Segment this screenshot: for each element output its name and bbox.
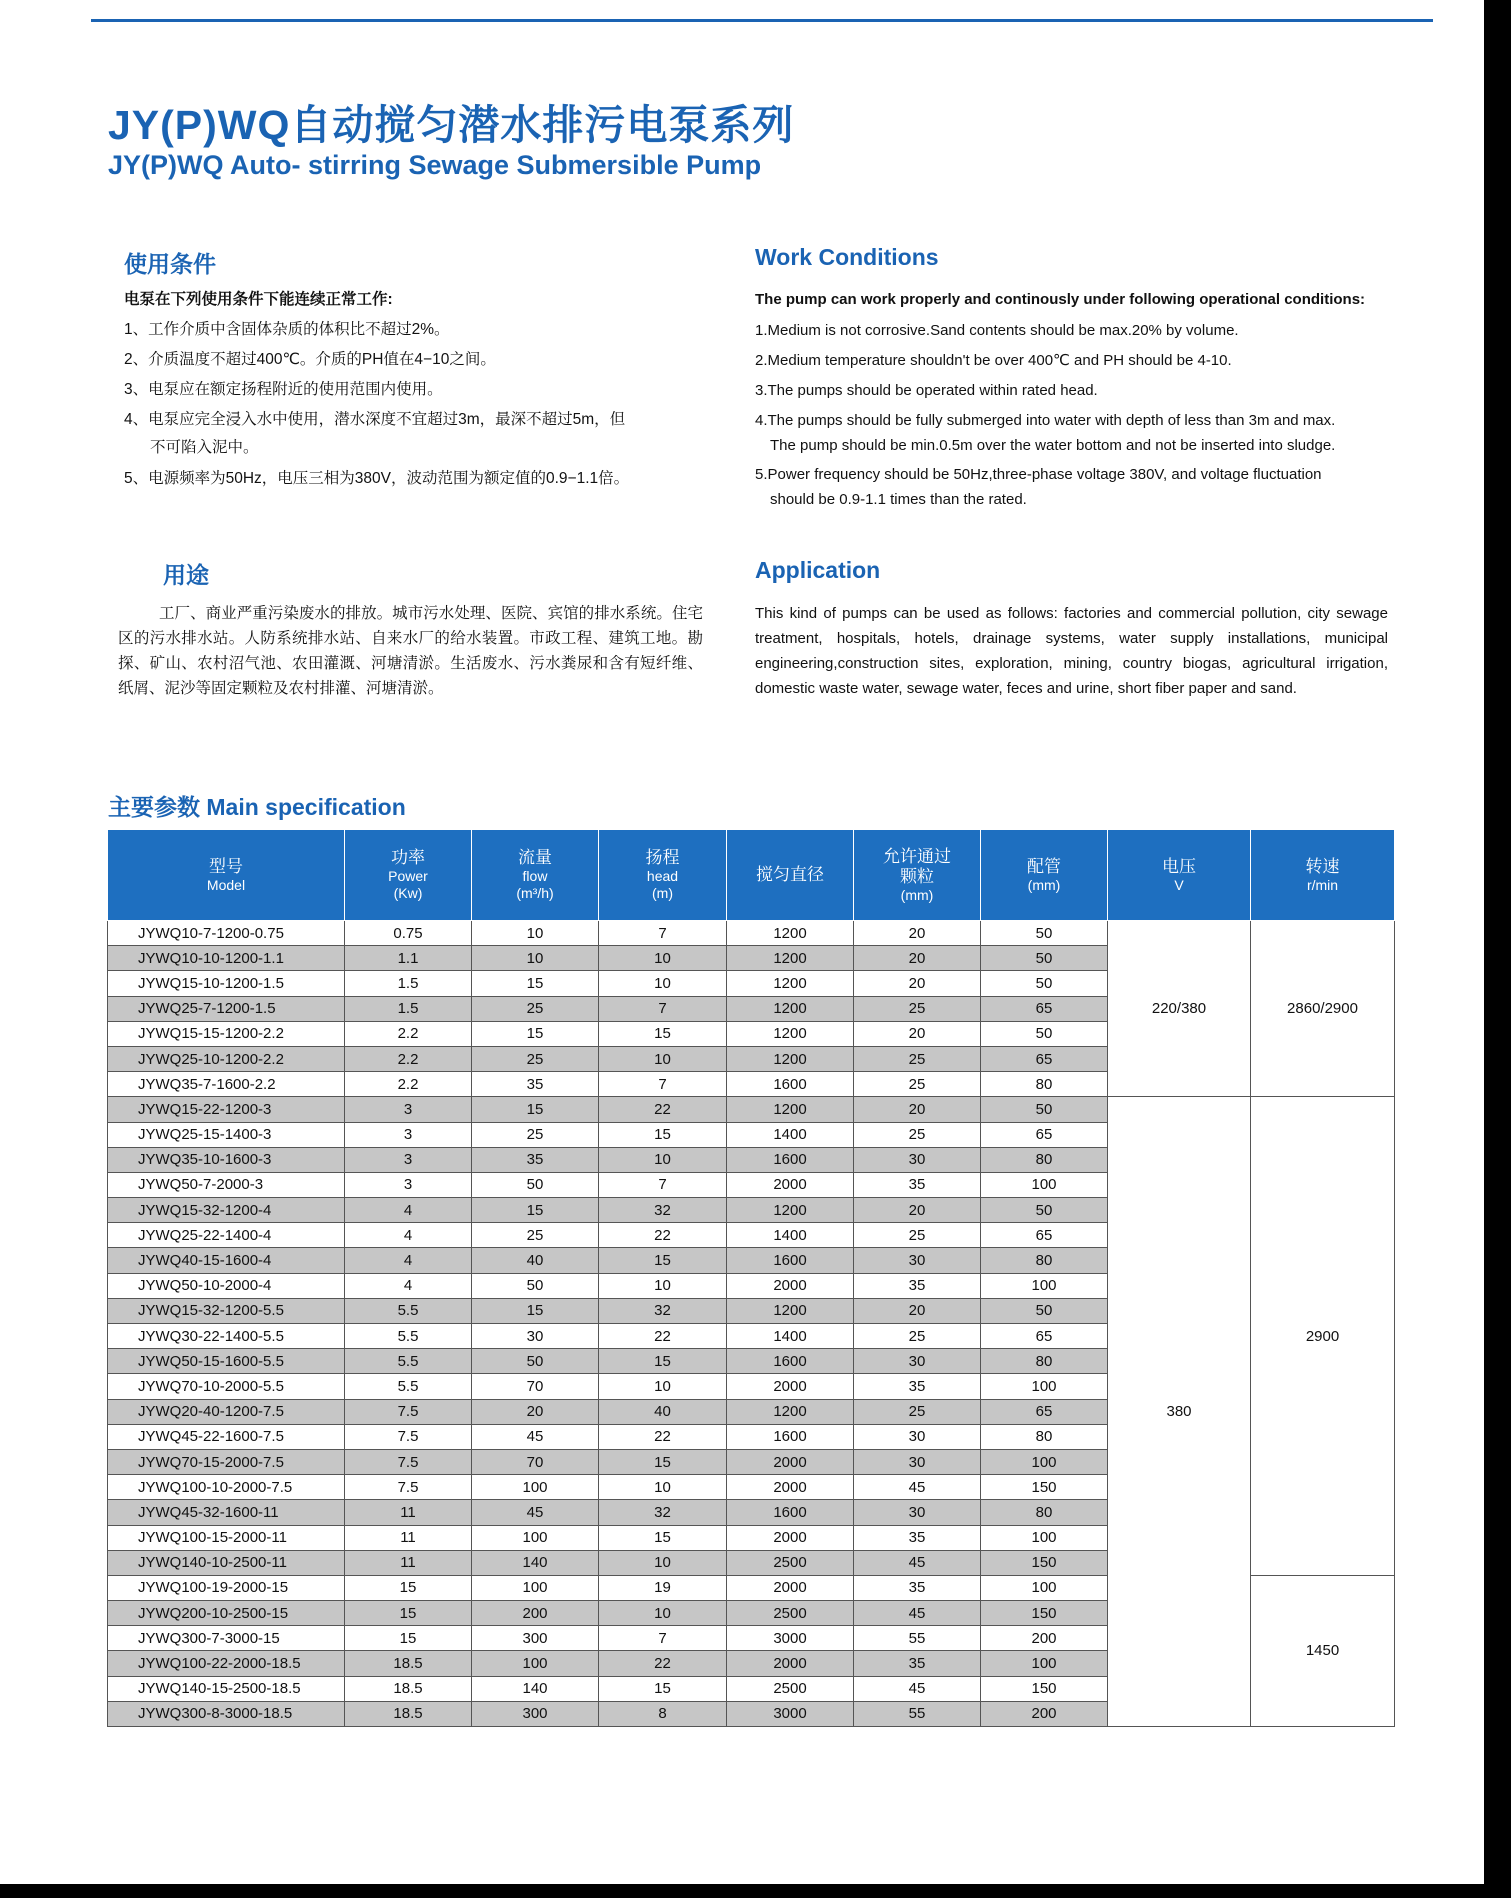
conditions-cn-item: 4、电泵应完全浸入水中使用，潜水深度不宜超过3m，最深不超过5m，但: [124, 411, 626, 428]
cell-model: JYWQ300-8-3000-18.5: [108, 1701, 345, 1726]
cell-flow: 70: [472, 1374, 599, 1399]
spec-table: [107, 829, 1395, 1727]
col-header-flow-cn: 流量: [518, 848, 552, 867]
cell-pipe: 65: [981, 1223, 1108, 1248]
cell-flow: 50: [472, 1273, 599, 1298]
cell-power: 15: [345, 1626, 472, 1651]
cell-power: 7.5: [345, 1424, 472, 1449]
cell-power: 5.5: [345, 1324, 472, 1349]
col-header-power: [345, 830, 472, 921]
cell-particle: 35: [854, 1374, 981, 1399]
cell-power: 3: [345, 1172, 472, 1197]
cell-pipe: 65: [981, 1399, 1108, 1424]
col-header-voltage-en: V: [1174, 876, 1184, 893]
cell-stir-diameter: 2000: [727, 1449, 854, 1474]
col-header-particle-cn2: 颗粒: [900, 866, 934, 886]
cell-stir-diameter: 1400: [727, 1122, 854, 1147]
col-header-particle-unit: (mm): [900, 886, 934, 903]
conditions-cn-lead: 电泵在下列使用条件下能连续正常工作:: [124, 291, 393, 308]
cell-flow: 20: [472, 1399, 599, 1424]
cell-model: JYWQ20-40-1200-7.5: [108, 1399, 345, 1424]
cell-power: 5.5: [345, 1374, 472, 1399]
cell-power: 1.5: [345, 996, 472, 1021]
cell-voltage-group: 220/380: [1108, 921, 1251, 1097]
cell-model: JYWQ10-7-1200-0.75: [108, 921, 345, 946]
cell-power: 4: [345, 1198, 472, 1223]
cell-particle: 25: [854, 1072, 981, 1097]
cell-flow: 140: [472, 1550, 599, 1575]
conditions-cn-item: 5、电源频率为50Hz，电压三相为380V，波动范围为额定值的0.9−1.1倍。: [124, 470, 630, 487]
cell-stir-diameter: 2000: [727, 1575, 854, 1600]
cell-voltage-group: 380: [1108, 1097, 1251, 1727]
cell-pipe: 50: [981, 971, 1108, 996]
cell-stir-diameter: 1200: [727, 1046, 854, 1071]
cell-pipe: 200: [981, 1626, 1108, 1651]
cell-power: 4: [345, 1248, 472, 1273]
col-header-model-cn: 型号: [209, 856, 243, 876]
cell-head: 8: [599, 1701, 727, 1726]
col-header-voltage: [1108, 830, 1251, 921]
cell-stir-diameter: 1600: [727, 1424, 854, 1449]
cell-stir-diameter: 3000: [727, 1701, 854, 1726]
cell-head: 15: [599, 1676, 727, 1701]
cell-model: JYWQ15-22-1200-3: [108, 1097, 345, 1122]
cell-stir-diameter: 2000: [727, 1273, 854, 1298]
cell-particle: 30: [854, 1449, 981, 1474]
cell-particle: 20: [854, 1298, 981, 1323]
cell-pipe: 150: [981, 1601, 1108, 1626]
col-header-pipe-unit: (mm): [1027, 876, 1061, 893]
cell-head: 7: [599, 921, 727, 946]
cell-pipe: 80: [981, 1248, 1108, 1273]
cell-model: JYWQ35-10-1600-3: [108, 1147, 345, 1172]
cell-power: 11: [345, 1550, 472, 1575]
conditions-en-item: 1.Medium is not corrosive.Sand contents should be max.20% by volume.: [755, 322, 1239, 339]
cell-power: 15: [345, 1575, 472, 1600]
cell-power: 11: [345, 1525, 472, 1550]
cell-head: 7: [599, 1626, 727, 1651]
col-header-model: [108, 830, 345, 921]
cell-pipe: 80: [981, 1424, 1108, 1449]
cell-model: JYWQ25-15-1400-3: [108, 1122, 345, 1147]
title-cn: JY(P)WQ自动搅匀潜水排污电泵系列: [108, 102, 795, 148]
cell-pipe: 50: [981, 1198, 1108, 1223]
cell-flow: 10: [472, 921, 599, 946]
col-header-head-en: head: [646, 868, 679, 884]
title-en: JY(P)WQ Auto- stirring Sewage Submersible Pump: [108, 150, 762, 180]
cell-pipe: 50: [981, 1298, 1108, 1323]
cell-model: JYWQ140-15-2500-18.5: [108, 1676, 345, 1701]
col-header-particle: [854, 830, 981, 921]
cell-head: 22: [599, 1651, 727, 1676]
cell-head: 7: [599, 996, 727, 1021]
cell-head: 10: [599, 1046, 727, 1071]
cell-flow: 100: [472, 1651, 599, 1676]
cell-particle: 20: [854, 1021, 981, 1046]
cell-model: JYWQ25-7-1200-1.5: [108, 996, 345, 1021]
cell-pipe: 80: [981, 1147, 1108, 1172]
cell-flow: 45: [472, 1500, 599, 1525]
cell-model: JYWQ70-10-2000-5.5: [108, 1374, 345, 1399]
cell-pipe: 150: [981, 1475, 1108, 1500]
cell-head: 10: [599, 1475, 727, 1500]
cell-stir-diameter: 1600: [727, 1072, 854, 1097]
col-header-stir-diameter: [727, 830, 854, 921]
col-header-head-cn: 扬程: [645, 848, 680, 867]
cell-pipe: 100: [981, 1449, 1108, 1474]
cell-head: 10: [599, 946, 727, 971]
cell-power: 4: [345, 1223, 472, 1248]
cell-model: JYWQ70-15-2000-7.5: [108, 1449, 345, 1474]
cell-power: 18.5: [345, 1676, 472, 1701]
cell-power: 18.5: [345, 1701, 472, 1726]
cell-power: 0.75: [345, 921, 472, 946]
cell-speed-group: 2860/2900: [1251, 921, 1395, 1097]
cell-particle: 25: [854, 1046, 981, 1071]
cell-flow: 25: [472, 996, 599, 1021]
col-header-flow: [472, 830, 599, 921]
cell-model: JYWQ35-7-1600-2.2: [108, 1072, 345, 1097]
cell-flow: 100: [472, 1525, 599, 1550]
cell-power: 4: [345, 1273, 472, 1298]
cell-model: JYWQ45-22-1600-7.5: [108, 1424, 345, 1449]
cell-flow: 25: [472, 1122, 599, 1147]
col-header-model-en: Model: [206, 876, 246, 893]
cell-head: 19: [599, 1575, 727, 1600]
cell-flow: 15: [472, 1198, 599, 1223]
application-cn-title: 用途: [163, 562, 209, 588]
cell-particle: 35: [854, 1575, 981, 1600]
top-rule: [91, 19, 1433, 22]
cell-pipe: 80: [981, 1072, 1108, 1097]
conditions-en-item: should be 0.9-1.1 times than the rated.: [770, 491, 1027, 508]
cell-model: JYWQ40-15-1600-4: [108, 1248, 345, 1273]
cell-stir-diameter: 2000: [727, 1525, 854, 1550]
spec-title: 主要参数 Main specification: [108, 794, 406, 820]
cell-model: JYWQ300-7-3000-15: [108, 1626, 345, 1651]
cell-pipe: 100: [981, 1273, 1108, 1298]
cell-pipe: 100: [981, 1651, 1108, 1676]
cell-stir-diameter: 1200: [727, 1021, 854, 1046]
cell-flow: 25: [472, 1046, 599, 1071]
cell-model: JYWQ100-10-2000-7.5: [108, 1475, 345, 1500]
cell-pipe: 100: [981, 1575, 1108, 1600]
cell-particle: 30: [854, 1500, 981, 1525]
cell-particle: 25: [854, 1324, 981, 1349]
cell-head: 10: [599, 1550, 727, 1575]
col-header-head-unit: (m): [652, 885, 673, 901]
cell-head: 22: [599, 1324, 727, 1349]
cell-flow: 140: [472, 1676, 599, 1701]
col-header-speed: [1251, 830, 1395, 921]
cell-stir-diameter: 2500: [727, 1676, 854, 1701]
cell-head: 15: [599, 1525, 727, 1550]
cell-flow: 35: [472, 1147, 599, 1172]
cell-stir-diameter: 1200: [727, 971, 854, 996]
cell-flow: 300: [472, 1626, 599, 1651]
cell-stir-diameter: 2500: [727, 1601, 854, 1626]
cell-model: JYWQ100-15-2000-11: [108, 1525, 345, 1550]
conditions-cn-item: 不可陷入泥中。: [150, 439, 259, 456]
col-header-pipe-cn: 配管: [1027, 856, 1061, 876]
cell-model: JYWQ30-22-1400-5.5: [108, 1324, 345, 1349]
cell-pipe: 50: [981, 921, 1108, 946]
col-header-power-cn: 功率: [391, 848, 425, 867]
cell-particle: 30: [854, 1248, 981, 1273]
cell-flow: 45: [472, 1424, 599, 1449]
conditions-en-item: 4.The pumps should be fully submerged into water with depth of less than 3m and max.: [755, 412, 1336, 429]
conditions-en-item: 5.Power frequency should be 50Hz,three-phase voltage 380V, and voltage fluctuation: [755, 466, 1322, 483]
cell-stir-diameter: 1200: [727, 1298, 854, 1323]
cell-head: 10: [599, 1601, 727, 1626]
cell-particle: 55: [854, 1701, 981, 1726]
conditions-cn-item: 3、电泵应在额定扬程附近的使用范围内使用。: [124, 381, 443, 398]
cell-flow: 10: [472, 946, 599, 971]
cell-stir-diameter: 2000: [727, 1172, 854, 1197]
cell-pipe: 100: [981, 1525, 1108, 1550]
cell-model: JYWQ50-10-2000-4: [108, 1273, 345, 1298]
application-cn-text: 工厂、商业严重污染废水的排放。城市污水处理、医院、宾馆的排水系统。住宅区的污水排水站。人防系统排水站、自来水厂的给水装置。市政工程、建筑工地。勘探、矿山、农村沼气池、农田灌溉、河塘清淤。生活废水、污水粪尿和含有短纤维、纸屑、泥沙等固定颗粒及农村排灌、河塘清淤。: [118, 605, 703, 697]
cell-flow: 50: [472, 1349, 599, 1374]
cell-model: JYWQ100-22-2000-18.5: [108, 1651, 345, 1676]
conditions-en-item: 3.The pumps should be operated within rated head.: [755, 382, 1098, 399]
cell-stir-diameter: 1200: [727, 1097, 854, 1122]
cell-particle: 30: [854, 1424, 981, 1449]
cell-head: 32: [599, 1198, 727, 1223]
cell-particle: 25: [854, 1399, 981, 1424]
cell-particle: 45: [854, 1550, 981, 1575]
cell-flow: 200: [472, 1601, 599, 1626]
cell-pipe: 50: [981, 1021, 1108, 1046]
cell-stir-diameter: 2000: [727, 1374, 854, 1399]
cell-flow: 15: [472, 1097, 599, 1122]
cell-particle: 20: [854, 921, 981, 946]
cell-pipe: 200: [981, 1701, 1108, 1726]
cell-power: 2.2: [345, 1072, 472, 1097]
cell-model: JYWQ25-22-1400-4: [108, 1223, 345, 1248]
col-header-flow-unit: (m³/h): [516, 885, 554, 901]
cell-model: JYWQ140-10-2500-11: [108, 1550, 345, 1575]
cell-particle: 45: [854, 1676, 981, 1701]
cell-pipe: 80: [981, 1349, 1108, 1374]
cell-flow: 40: [472, 1248, 599, 1273]
cell-particle: 45: [854, 1601, 981, 1626]
table-header-row: [108, 830, 1395, 921]
cell-head: 7: [599, 1072, 727, 1097]
col-header-head: [599, 830, 727, 921]
cell-head: 40: [599, 1399, 727, 1424]
conditions-en-title: Work Conditions: [755, 244, 939, 270]
application-en-title: Application: [755, 557, 881, 583]
cell-particle: 20: [854, 1198, 981, 1223]
cell-stir-diameter: 1200: [727, 996, 854, 1021]
cell-flow: 300: [472, 1701, 599, 1726]
cell-particle: 25: [854, 996, 981, 1021]
cell-model: JYWQ25-10-1200-2.2: [108, 1046, 345, 1071]
cell-particle: 35: [854, 1172, 981, 1197]
cell-stir-diameter: 2000: [727, 1651, 854, 1676]
cell-power: 7.5: [345, 1399, 472, 1424]
cell-stir-diameter: 3000: [727, 1626, 854, 1651]
application-en-text: This kind of pumps can be used as follows: factories and commercial pollution, city sewage treatment, hospitals, hotels, drainage systems, water supply installations, municipal engineering,construction sites, exploration, mining, country biogas, agricultural irrigation, domestic waste water, sewage water, feces and urine, short fiber paper and sand.: [755, 605, 1388, 697]
cell-pipe: 65: [981, 1122, 1108, 1147]
cell-particle: 35: [854, 1651, 981, 1676]
cell-model: JYWQ100-19-2000-15: [108, 1575, 345, 1600]
cell-speed-group: 1450: [1251, 1575, 1395, 1726]
cell-stir-diameter: 1600: [727, 1500, 854, 1525]
cell-head: 10: [599, 1374, 727, 1399]
cell-flow: 35: [472, 1072, 599, 1097]
cell-stir-diameter: 1400: [727, 1223, 854, 1248]
cell-model: JYWQ15-15-1200-2.2: [108, 1021, 345, 1046]
cell-pipe: 65: [981, 1324, 1108, 1349]
cell-power: 15: [345, 1601, 472, 1626]
cell-model: JYWQ45-32-1600-11: [108, 1500, 345, 1525]
conditions-cn-item: 1、工作介质中含固体杂质的体积比不超过2%。: [124, 321, 450, 338]
conditions-en-item: The pump should be min.0.5m over the water bottom and not be inserted into sludge.: [770, 437, 1336, 454]
col-header-stir-diameter-cn: 搅匀直径: [756, 865, 824, 884]
cell-model: JYWQ50-15-1600-5.5: [108, 1349, 345, 1374]
table-row: [108, 1097, 1395, 1122]
cell-head: 10: [599, 1147, 727, 1172]
cell-flow: 15: [472, 971, 599, 996]
cell-pipe: 50: [981, 1097, 1108, 1122]
cell-power: 3: [345, 1122, 472, 1147]
cell-head: 15: [599, 1349, 727, 1374]
cell-head: 32: [599, 1298, 727, 1323]
col-header-speed-cn: 转速: [1305, 856, 1340, 876]
col-header-pipe: [981, 830, 1108, 921]
cell-power: 5.5: [345, 1298, 472, 1323]
spec-table-body: [108, 921, 1395, 1727]
cell-flow: 30: [472, 1324, 599, 1349]
cell-stir-diameter: 1200: [727, 921, 854, 946]
cell-model: JYWQ15-32-1200-4: [108, 1198, 345, 1223]
cell-power: 1.1: [345, 946, 472, 971]
cell-pipe: 150: [981, 1550, 1108, 1575]
cell-power: 18.5: [345, 1651, 472, 1676]
cell-particle: 35: [854, 1525, 981, 1550]
cell-model: JYWQ15-10-1200-1.5: [108, 971, 345, 996]
cell-head: 10: [599, 971, 727, 996]
col-header-flow-en: flow: [522, 868, 548, 884]
cell-model: JYWQ10-10-1200-1.1: [108, 946, 345, 971]
cell-pipe: 100: [981, 1374, 1108, 1399]
cell-stir-diameter: 1200: [727, 1399, 854, 1424]
col-header-power-en: Power: [388, 868, 428, 884]
cell-stir-diameter: 2000: [727, 1475, 854, 1500]
cell-particle: 55: [854, 1626, 981, 1651]
table-row: [108, 921, 1395, 946]
cell-head: 10: [599, 1273, 727, 1298]
conditions-cn-title: 使用条件: [124, 251, 216, 277]
cell-particle: 20: [854, 971, 981, 996]
cell-power: 5.5: [345, 1349, 472, 1374]
cell-flow: 15: [472, 1298, 599, 1323]
cell-stir-diameter: 1200: [727, 1198, 854, 1223]
cell-pipe: 100: [981, 1172, 1108, 1197]
cell-flow: 50: [472, 1172, 599, 1197]
cell-power: 7.5: [345, 1475, 472, 1500]
cell-head: 7: [599, 1172, 727, 1197]
cell-head: 22: [599, 1223, 727, 1248]
cell-power: 7.5: [345, 1449, 472, 1474]
cell-stir-diameter: 1200: [727, 946, 854, 971]
cell-flow: 70: [472, 1449, 599, 1474]
conditions-en-lead: The pump can work properly and continously under following operational conditions:: [755, 291, 1366, 308]
cell-particle: 35: [854, 1273, 981, 1298]
cell-flow: 100: [472, 1575, 599, 1600]
cell-head: 22: [599, 1424, 727, 1449]
cell-pipe: 80: [981, 1500, 1108, 1525]
cell-particle: 30: [854, 1349, 981, 1374]
cell-pipe: 65: [981, 996, 1108, 1021]
cell-particle: 20: [854, 1097, 981, 1122]
cell-speed-group: 2900: [1251, 1097, 1395, 1576]
cell-particle: 25: [854, 1223, 981, 1248]
cell-model: JYWQ200-10-2500-15: [108, 1601, 345, 1626]
cell-stir-diameter: 2500: [727, 1550, 854, 1575]
cell-power: 3: [345, 1097, 472, 1122]
cell-stir-diameter: 1600: [727, 1147, 854, 1172]
cell-flow: 15: [472, 1021, 599, 1046]
cell-power: 1.5: [345, 971, 472, 996]
cell-head: 15: [599, 1449, 727, 1474]
col-header-power-unit: (Kw): [393, 885, 423, 901]
cell-model: JYWQ15-32-1200-5.5: [108, 1298, 345, 1323]
cell-particle: 30: [854, 1147, 981, 1172]
cell-power: 11: [345, 1500, 472, 1525]
cell-particle: 45: [854, 1475, 981, 1500]
cell-pipe: 150: [981, 1676, 1108, 1701]
cell-pipe: 50: [981, 946, 1108, 971]
cell-power: 2.2: [345, 1046, 472, 1071]
col-header-voltage-cn: 电压: [1162, 856, 1196, 876]
cell-head: 32: [599, 1500, 727, 1525]
cell-stir-diameter: 1600: [727, 1248, 854, 1273]
cell-flow: 25: [472, 1223, 599, 1248]
cell-power: 2.2: [345, 1021, 472, 1046]
cell-head: 15: [599, 1021, 727, 1046]
conditions-cn-item: 2、介质温度不超过400℃。介质的PH值在4−10之间。: [124, 351, 496, 368]
cell-flow: 100: [472, 1475, 599, 1500]
cell-stir-diameter: 1400: [727, 1324, 854, 1349]
cell-particle: 25: [854, 1122, 981, 1147]
cell-model: JYWQ50-7-2000-3: [108, 1172, 345, 1197]
col-header-particle-cn: 允许通过: [883, 846, 951, 866]
cell-particle: 20: [854, 946, 981, 971]
cell-power: 3: [345, 1147, 472, 1172]
cell-head: 15: [599, 1122, 727, 1147]
cell-stir-diameter: 1600: [727, 1349, 854, 1374]
col-header-speed-en: r/min: [1306, 876, 1339, 893]
cell-head: 15: [599, 1248, 727, 1273]
conditions-en-item: 2.Medium temperature shouldn't be over 400℃ and PH should be 4-10.: [755, 352, 1232, 369]
cell-pipe: 65: [981, 1046, 1108, 1071]
cell-head: 22: [599, 1097, 727, 1122]
